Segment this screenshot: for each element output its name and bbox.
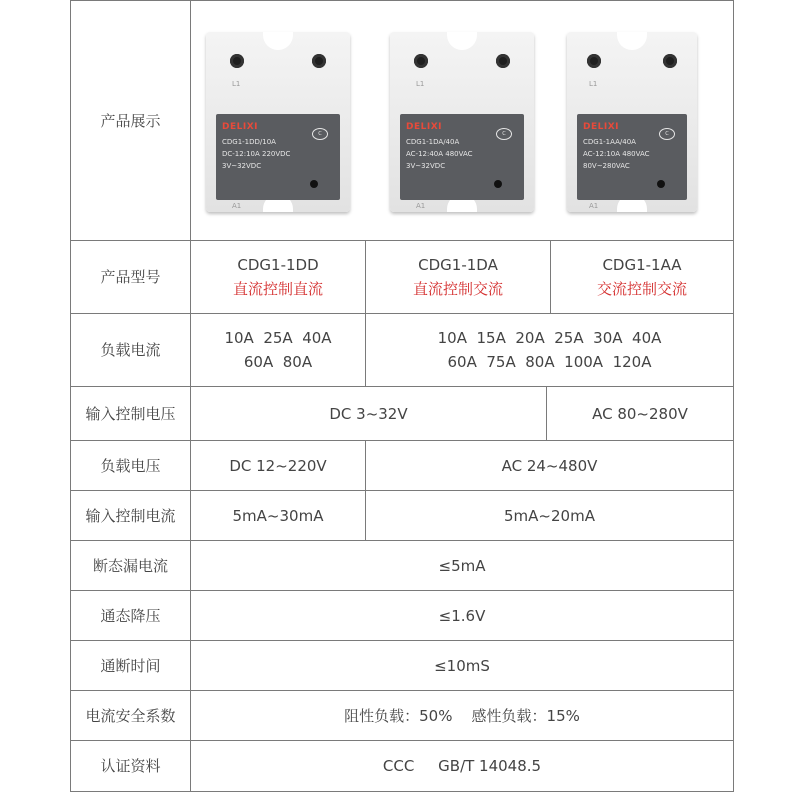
ccc-mark-icon: C [659,128,675,140]
product-label-spec: AC-12:10A 480VAC [583,150,650,158]
brand-logo: DELIXI [583,122,619,132]
load-current-line: 60A 75A 80A 100A 120A [447,353,652,371]
input-voltage-dc: DC 3~32V [329,404,408,423]
row-label-display: 产品展示 [100,111,161,130]
ccc-mark-icon: C [312,128,328,140]
product-label-control: 3V~32VDC [222,162,262,170]
ccc-mark-icon: C [496,128,512,140]
row-label-voltage-drop: 通态降压 [100,606,161,625]
safety-value: 阻性负载：50% 感性负载：15% [344,706,580,725]
model-cell-da [366,241,550,313]
cert-value: CCC GB/T 14048.5 [382,757,542,775]
input-current-dd: 5mA~30mA [232,506,324,525]
product-label-spec: DC-12:10A 220VDC [222,150,291,158]
input-voltage-ac: AC 80~280V [592,404,688,423]
product-image-aa: L1 A1 DELIXI C CDG1-1AA/40A AC-12:10A 480VAC 80V~280VAC [567,32,697,212]
product-label-model: CDG1-1DA/40A [406,138,460,146]
switch-time-value: ≤10mS [434,656,490,675]
input-current-other: 5mA~20mA [504,506,595,525]
product-label-model: CDG1-1AA/40A [583,138,636,146]
load-voltage-dc: DC 12~220V [229,456,327,475]
row-label-input-current: 输入控制电流 [85,506,176,525]
brand-logo: DELIXI [406,122,442,132]
load-current-ac [366,314,733,386]
row-label-safety: 电流安全系数 [85,706,176,725]
model-name: CDG1-1AA [602,256,682,274]
model-name: CDG1-1DA [418,256,498,274]
load-current-line: 10A 15A 20A 25A 30A 40A [437,329,662,347]
load-current-line: 10A 25A 40A [224,329,332,347]
product-label-spec: AC-12:40A 480VAC [406,150,473,158]
model-cell-dd [191,241,365,313]
spec-table [70,0,734,792]
product-label-model: CDG1-1DD/10A [222,138,276,146]
brand-logo: DELIXI [222,122,258,132]
product-image-dd: L1 A1 DELIXI C CDG1-1DD/10A DC-12:10A 220VDC 3V~32VDC [206,32,350,212]
row-label-input-voltage: 输入控制电压 [85,404,176,423]
load-current-dd [191,314,365,386]
product-image-da: L1 A1 DELIXI C CDG1-1DA/40A AC-12:40A 480VAC 3V~32VDC [390,32,534,212]
product-label-control: 3V~32VDC [406,162,446,170]
row-label-switch-time: 通断时间 [100,656,161,675]
load-voltage-ac: AC 24~480V [501,456,598,475]
table-border-bottom [70,791,734,792]
model-type: 直流控制直流 [232,280,323,298]
load-current-line: 60A 80A [243,353,313,371]
model-type: 直流控制交流 [412,280,503,298]
row-label-model: 产品型号 [100,268,161,286]
voltage-drop-value: ≤1.6V [438,606,486,625]
table-border-right [733,0,734,792]
row-label-load-current: 负载电流 [100,341,161,359]
row-label-load-voltage: 负载电压 [100,456,161,475]
row-label-leakage: 断态漏电流 [92,556,168,575]
model-type: 交流控制交流 [596,280,687,298]
leakage-value: ≤5mA [438,556,486,575]
model-cell-aa [551,241,733,313]
product-label-control: 80V~280VAC [583,162,630,170]
model-name: CDG1-1DD [237,256,319,274]
row-label-cert: 认证资料 [100,757,161,775]
